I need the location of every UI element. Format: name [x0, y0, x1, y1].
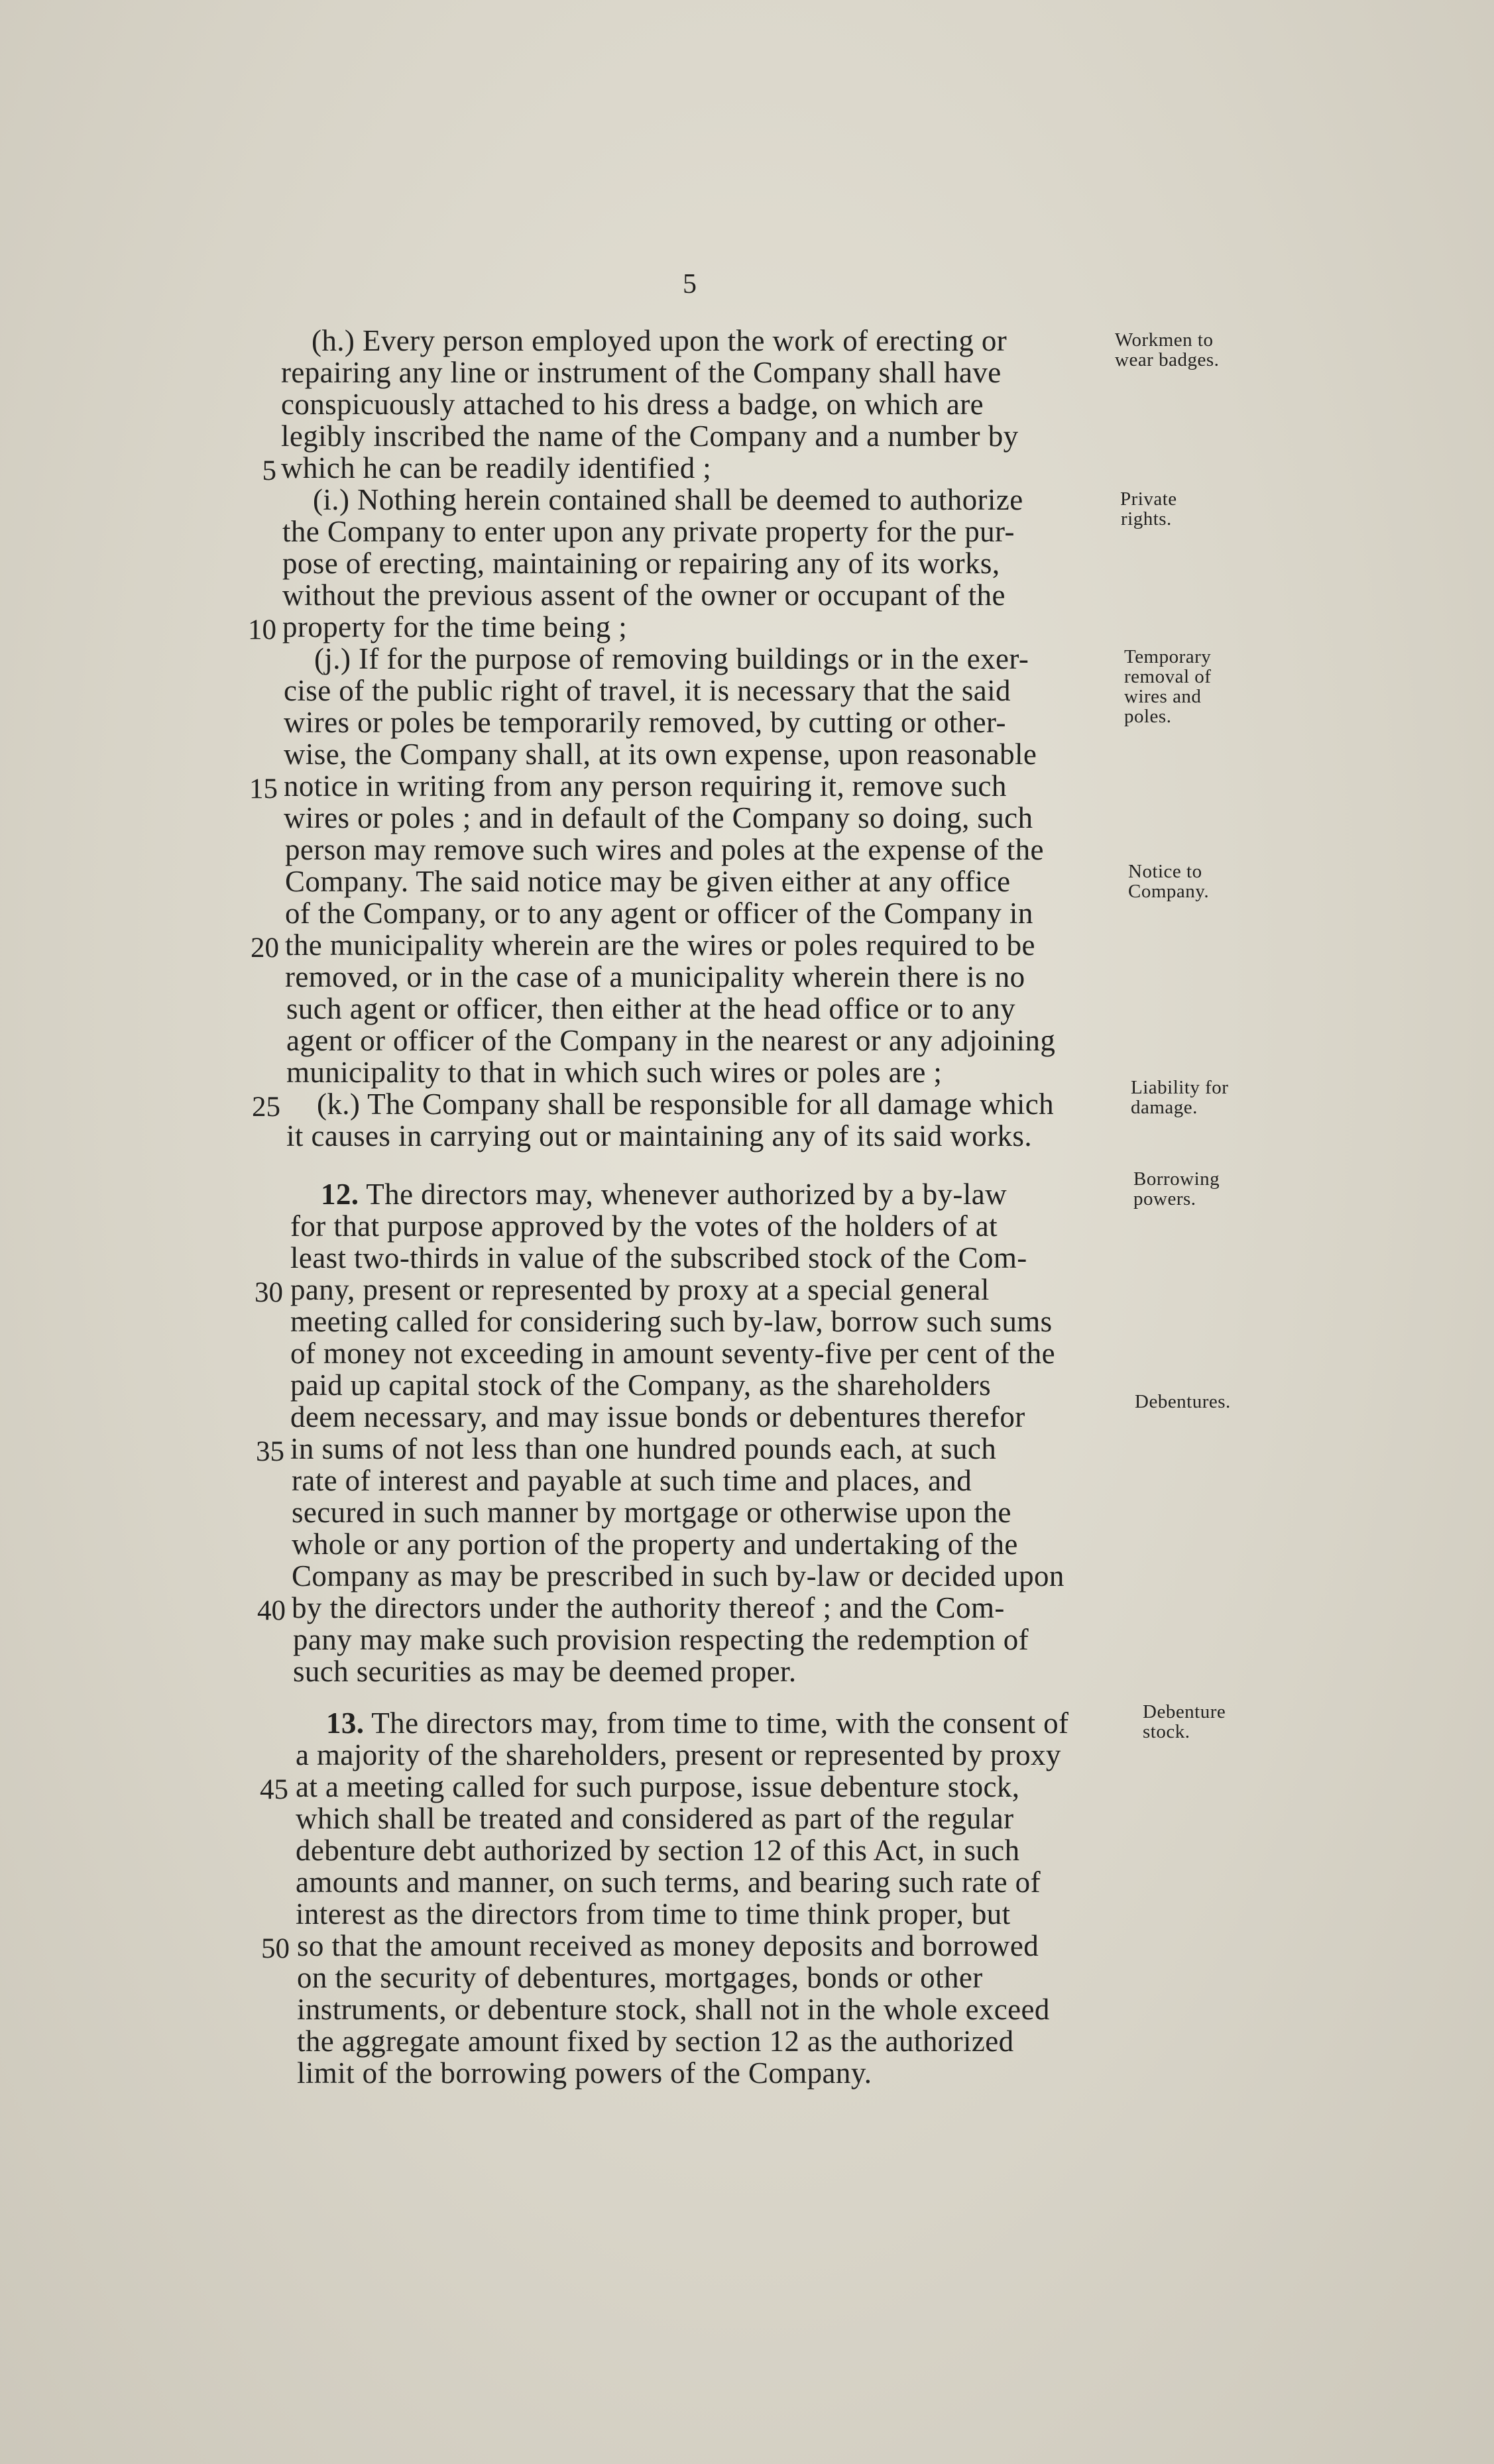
- text-line: The directors may, from time to time, with the consent of: [371, 1707, 1069, 1740]
- margin-note-temporary-removal: Temporary removal of wires and poles.: [1124, 646, 1212, 727]
- line-number: 10: [248, 614, 276, 645]
- text-line: instruments, or debenture stock, shall not in the whole exceed: [297, 1993, 1050, 2026]
- text-line: interest as the directors from time to time think proper, but: [296, 1897, 1011, 1931]
- text-line: on the security of debentures, mortgages, bonds or other: [297, 1961, 983, 1994]
- text-line: rate of interest and payable at such time and places, and: [292, 1464, 972, 1497]
- text-line: conspicuously attached to his dress a badge, on which are: [281, 388, 984, 421]
- text-line: limit of the borrowing powers of the Company.: [297, 2056, 872, 2090]
- text-line: meeting called for considering such by-law, borrow such sums: [290, 1305, 1053, 1338]
- text-line: pany, present or represented by proxy at a special general: [290, 1273, 990, 1306]
- line-number: 40: [257, 1595, 286, 1626]
- line-number: 20: [251, 932, 279, 964]
- text-line: of money not exceeding in amount seventy-five per cent of the: [290, 1337, 1056, 1370]
- text-line: for that purpose approved by the votes of the holders of at: [290, 1209, 998, 1243]
- line-number: 50: [261, 1933, 290, 1964]
- text-line: of the Company, or to any agent or officer of the Company in: [285, 897, 1033, 930]
- text-line: person may remove such wires and poles at the expense of the: [285, 833, 1044, 866]
- margin-note-debentures: Debentures.: [1135, 1391, 1231, 1412]
- text-line: which he can be readily identified ;: [281, 451, 712, 484]
- text-line: by the directors under the authority thereof ; and the Com-: [292, 1591, 1005, 1624]
- text-line: such agent or officer, then either at the head office or to any: [286, 992, 1016, 1025]
- text-line: whole or any portion of the property and undertaking of the: [292, 1528, 1018, 1561]
- section-number: 13.: [326, 1707, 365, 1740]
- text-line: the municipality wherein are the wires or poles required to be: [285, 928, 1035, 962]
- text-line: it causes in carrying out or maintaining any of its said works.: [286, 1119, 1032, 1152]
- text-line: wires or poles ; and in default of the Company so doing, such: [284, 801, 1033, 834]
- text-line: debenture debt authorized by section 12 of this Act, in such: [296, 1834, 1020, 1867]
- margin-note-debenture-stock: Debenture stock.: [1143, 1701, 1226, 1742]
- text-line: (h.) Every person employed upon the work of erecting or: [312, 324, 1007, 357]
- text-line: secured in such manner by mortgage or otherwise upon the: [292, 1496, 1011, 1529]
- text-line: removed, or in the case of a municipality wherein there is no: [285, 960, 1025, 993]
- text-line: wires or poles be temporarily removed, by cutting or other-: [284, 706, 1006, 739]
- text-line: such securities as may be deemed proper.: [293, 1655, 797, 1688]
- text-line: repairing any line or instrument of the Company shall have: [281, 356, 1002, 389]
- text-line: at a meeting called for such purpose, issue debenture stock,: [296, 1770, 1020, 1803]
- margin-note-notice-to-company: Notice to Company.: [1128, 861, 1210, 902]
- text-line: municipality to that in which such wires or poles are ;: [286, 1056, 943, 1089]
- text-line: pany may make such provision respecting the redemption of: [293, 1623, 1029, 1656]
- line-number: 15: [249, 773, 278, 805]
- margin-note-liability: Liability for damage.: [1131, 1077, 1229, 1118]
- text-line: property for the time being ;: [282, 610, 628, 644]
- line-number: 45: [260, 1774, 288, 1805]
- section-13-first-line: [326, 1707, 1068, 1739]
- line-number: 35: [256, 1436, 284, 1467]
- text-line: which shall be treated and considered as part of the regular: [296, 1802, 1014, 1835]
- text-line: in sums of not less than one hundred pounds each, at such: [290, 1432, 997, 1465]
- text-line: (i.) Nothing herein contained shall be deemed to authorize: [313, 483, 1023, 516]
- text-line: legibly inscribed the name of the Company and a number by: [281, 420, 1019, 453]
- text-line: so that the amount received as money deposits and borrowed: [297, 1929, 1039, 1962]
- text-line: paid up capital stock of the Company, as the shareholders: [290, 1369, 992, 1402]
- text-line: notice in writing from any person requiring it, remove such: [284, 769, 1007, 803]
- text-line: amounts and manner, on such terms, and bearing such rate of: [296, 1866, 1041, 1899]
- text-line: cise of the public right of travel, it is necessary that the said: [284, 674, 1011, 707]
- line-number: 30: [255, 1277, 283, 1308]
- text-line: pose of erecting, maintaining or repairing any of its works,: [282, 547, 1000, 580]
- text-line: The directors may, whenever authorized by a by-law: [366, 1178, 1007, 1211]
- text-line: deem necessary, and may issue bonds or debentures therefor: [290, 1400, 1025, 1433]
- text-line: the Company to enter upon any private property for the pur-: [282, 515, 1015, 548]
- text-line: Company. The said notice may be given either at any office: [285, 865, 1011, 898]
- section-number: 12.: [321, 1178, 359, 1211]
- line-number: 25: [252, 1092, 280, 1123]
- text-line: (k.) The Company shall be responsible for all damage which: [317, 1088, 1055, 1121]
- margin-note-borrowing-powers: Borrowing powers.: [1133, 1168, 1220, 1209]
- text-line: a majority of the shareholders, present or represented by proxy: [296, 1738, 1061, 1771]
- text-line: wise, the Company shall, at its own expense, upon reasonable: [284, 738, 1037, 771]
- text-line: (j.) If for the purpose of removing buildings or in the exer-: [314, 642, 1029, 675]
- margin-note-private-rights: Private rights.: [1120, 488, 1177, 530]
- text-line: the aggregate amount fixed by section 12 as the authorized: [297, 2025, 1014, 2058]
- section-12-first-line: [321, 1178, 1007, 1210]
- text-line: least two-thirds in value of the subscribed stock of the Com-: [290, 1241, 1027, 1274]
- text-line: agent or officer of the Company in the nearest or any adjoining: [286, 1024, 1056, 1057]
- margin-note-workmen-badges: Workmen to wear badges.: [1115, 329, 1220, 370]
- text-line: Company as may be prescribed in such by-law or decided upon: [292, 1559, 1064, 1593]
- line-number: 5: [262, 455, 276, 486]
- text-line: without the previous assent of the owner or occupant of the: [282, 579, 1006, 612]
- page-number: 5: [683, 269, 697, 300]
